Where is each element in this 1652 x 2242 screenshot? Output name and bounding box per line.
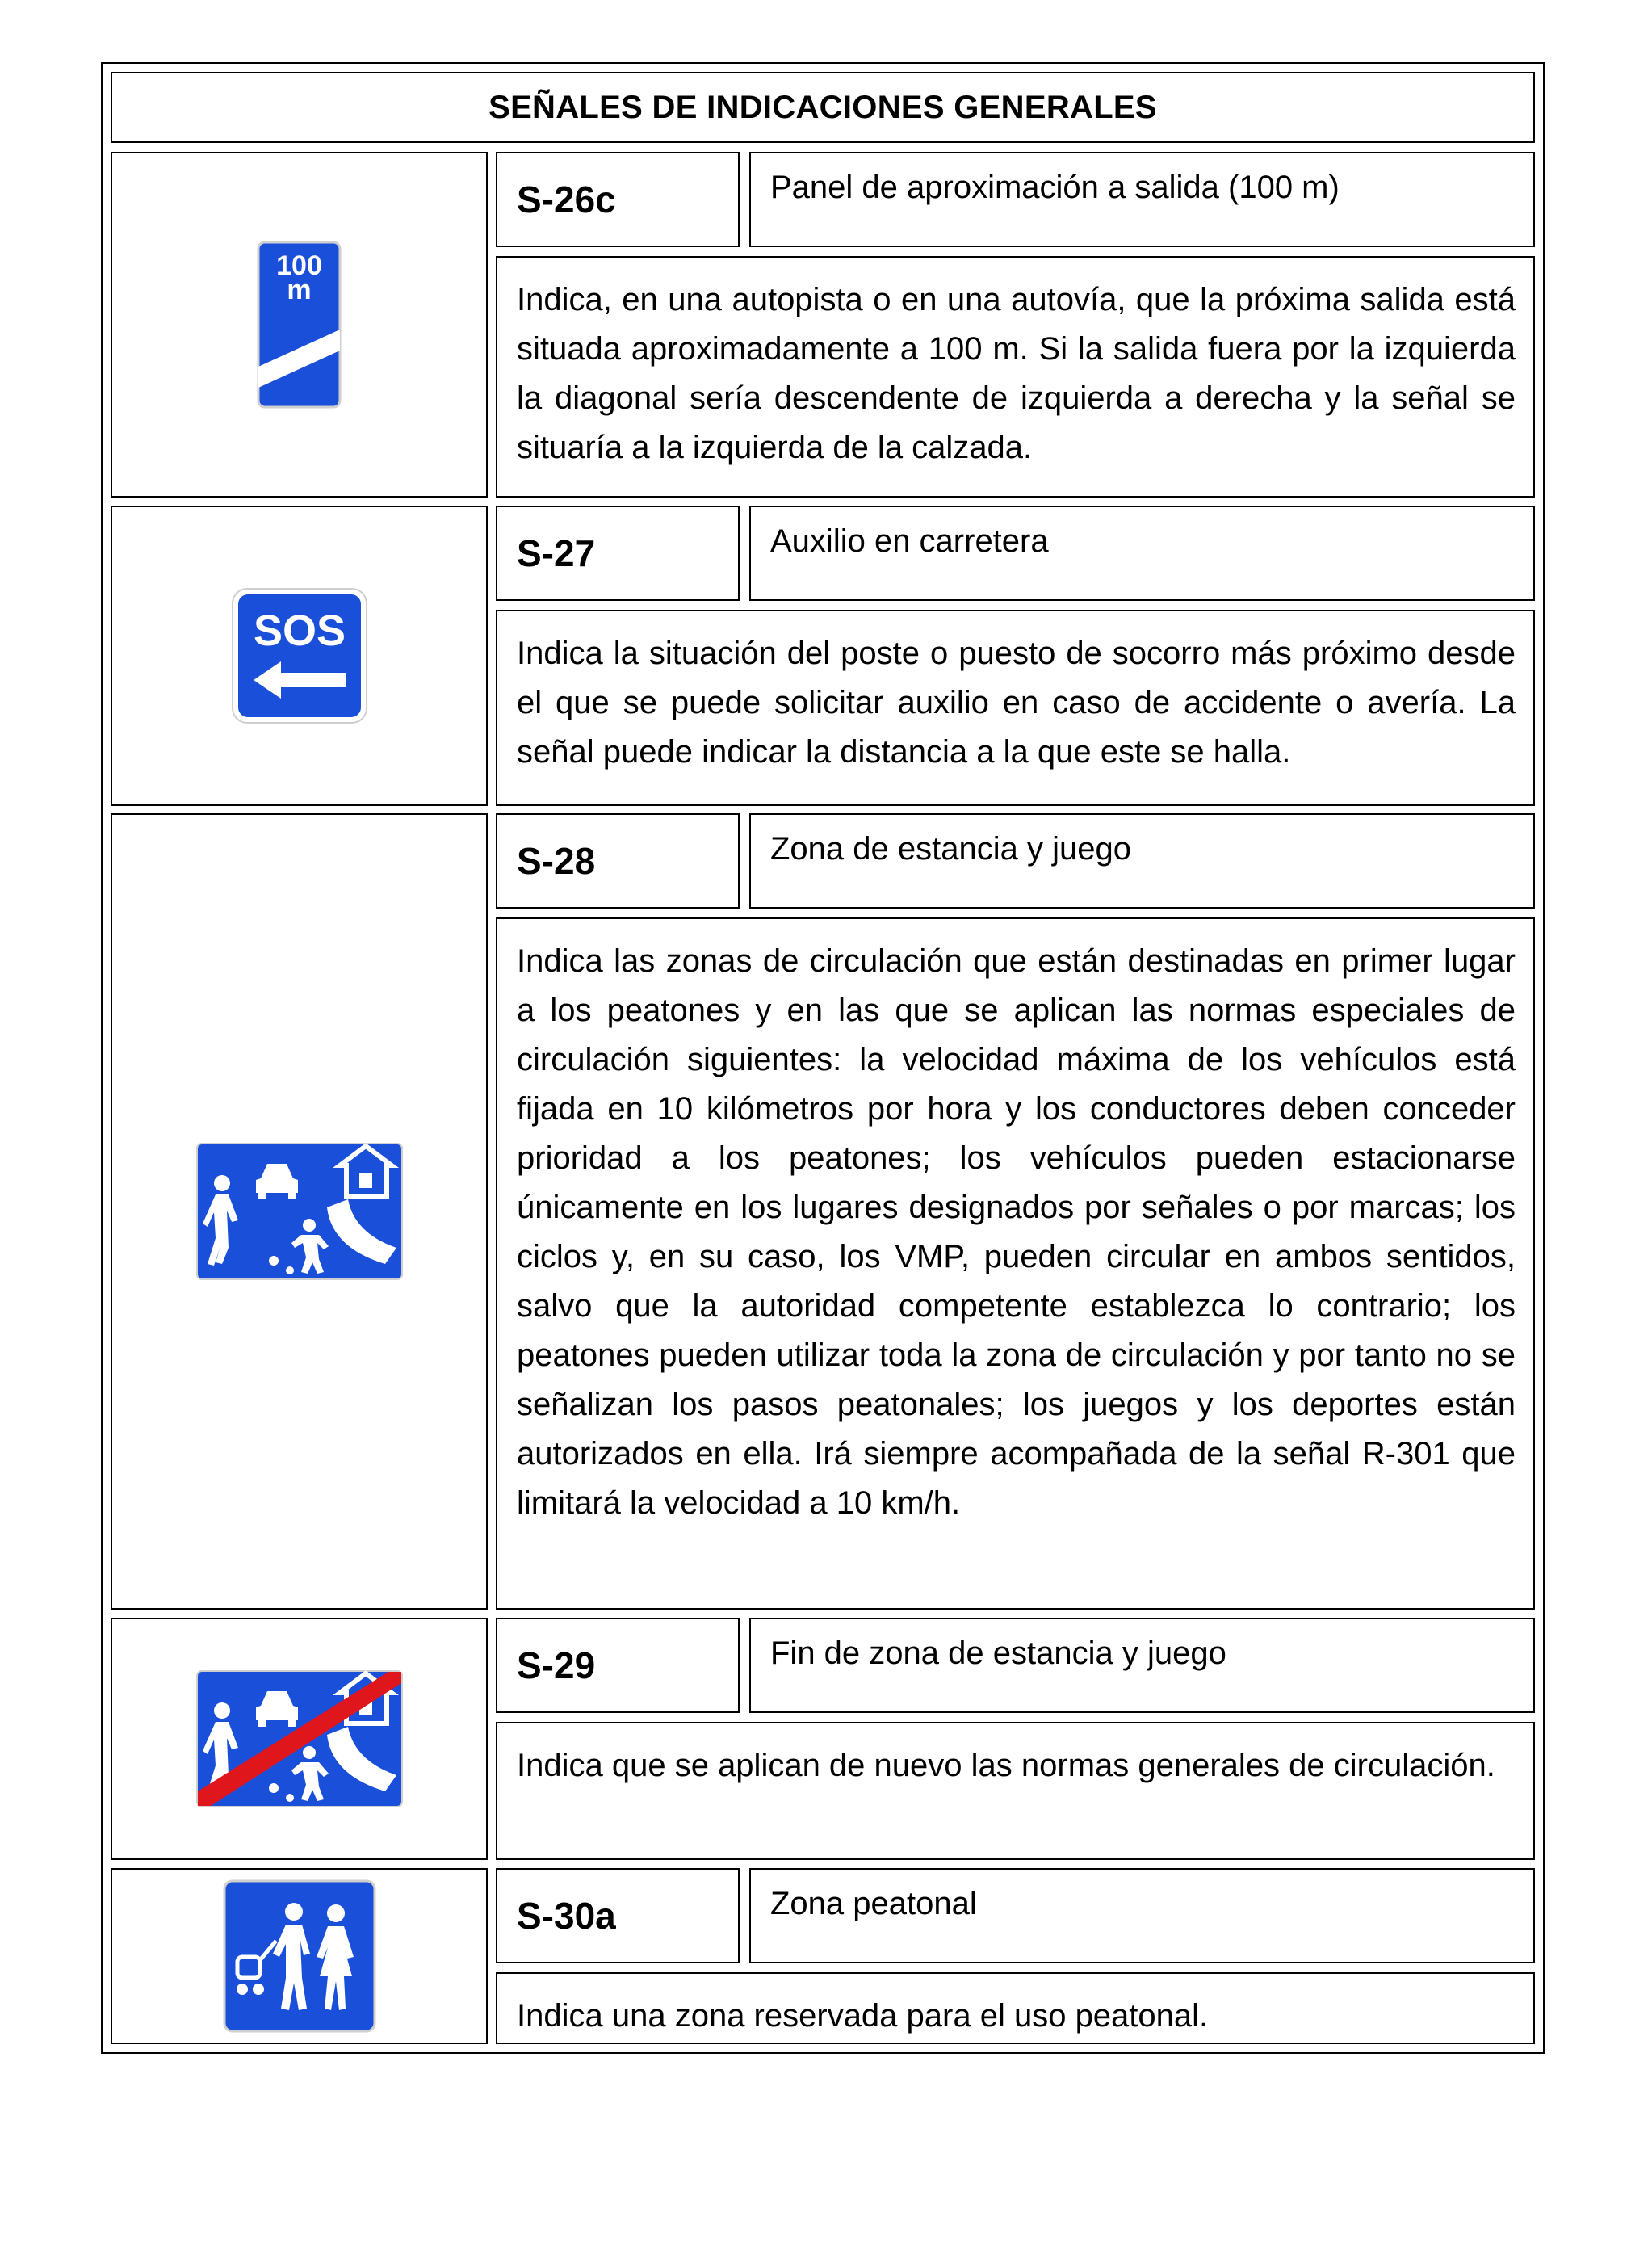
sign-image-cell-s28	[111, 813, 488, 1610]
sign-code: S-28	[496, 813, 740, 909]
sign-image-cell-s27	[111, 506, 488, 806]
end-residential-play-zone-sign-icon	[196, 1670, 403, 1807]
sign-code: S-26c	[496, 152, 740, 247]
pedestrian-zone-sign-icon	[223, 1879, 376, 2033]
exit-approach-100m-sign-icon	[257, 241, 342, 409]
sign-code: S-27	[496, 506, 740, 601]
sign-image-cell-s29	[111, 1618, 488, 1860]
sign-code: S-29	[496, 1618, 740, 1713]
sign-description: Indica que se aplican de nuevo las normas generales de circulación.	[496, 1722, 1535, 1860]
sign-description: Indica la situación del poste o puesto de socorro más próximo desde el que se puede solicitar auxilio en caso de accidente o avería. La señal puede indicar la distancia a la que este se halla.	[496, 610, 1535, 806]
sos-arrow-sign-icon	[231, 587, 368, 724]
sign-code: S-30a	[496, 1868, 740, 1963]
sign-name: Panel de aproximación a salida (100 m)	[749, 152, 1535, 247]
svg-text:100: 100	[276, 250, 322, 281]
sign-description: Indica una zona reservada para el uso peatonal.	[496, 1972, 1535, 2044]
sign-name: Auxilio en carretera	[749, 506, 1535, 601]
table-title: SEÑALES DE INDICACIONES GENERALES	[111, 72, 1535, 143]
sign-description: Indica, en una autopista o en una autovía, que la próxima salida está situada aproximadamente a 100 m. Si la salida fuera por la izquierda la diagonal sería descendente de izquierda a derecha y la señal se situaría a la izquierda de la calzada.	[496, 256, 1535, 498]
svg-text:m: m	[287, 275, 312, 305]
sign-name: Zona de estancia y juego	[749, 813, 1535, 909]
svg-text:SOS: SOS	[253, 607, 346, 655]
residential-play-zone-sign-icon	[196, 1143, 403, 1280]
sign-name: Fin de zona de estancia y juego	[749, 1618, 1535, 1713]
sign-name: Zona peatonal	[749, 1868, 1535, 1963]
sign-image-cell-s30a	[111, 1868, 488, 2044]
sign-image-cell-s26c	[111, 152, 488, 498]
sign-description: Indica las zonas de circulación que están destinadas en primer lugar a los peatones y en las que se aplican las normas especiales de circulación siguientes: la velocidad máxima de los vehículos está fijada en 10 kilómetros por hora y los conductores deben conceder prioridad a los peatones; los vehículos pueden estacionarse únicamente en los lugares designados por señales o por marcas; los ciclos y, en su caso, los VMP, pueden circular en ambos sentidos, salvo que la autoridad competente establezca lo contrario; los peatones pueden utilizar toda la zona de circulación y por tanto no se señalizan los pasos peatonales; los juegos y los deportes están autorizados en ella. Irá siempre acompañada de la señal R-301 que limitará la velocidad a 10 km/h.	[496, 917, 1535, 1610]
